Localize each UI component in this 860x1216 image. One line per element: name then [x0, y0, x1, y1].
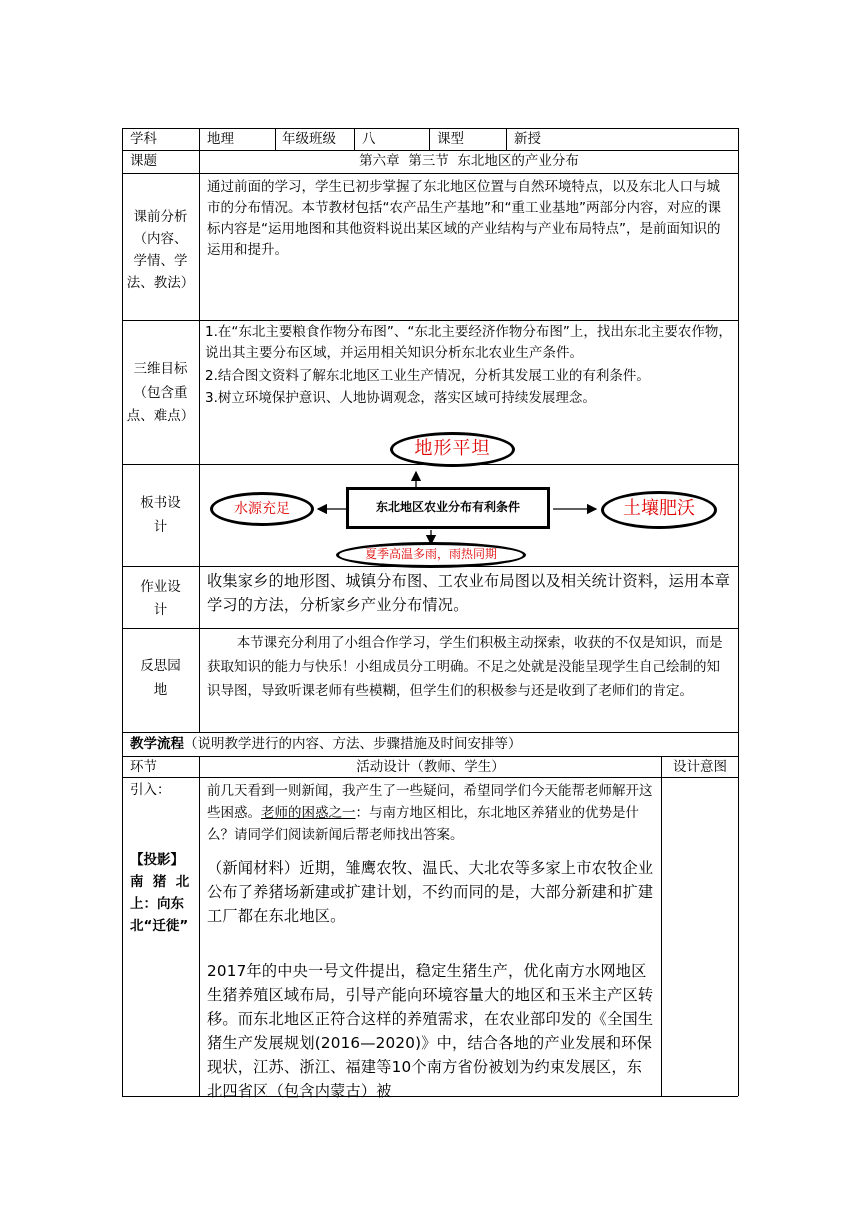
goal-item: 2.结合图文资料了解东北地区工业生产情况，分析其发展工业的有利条件。	[205, 368, 650, 384]
table-line	[199, 756, 200, 1096]
board-arrows	[0, 0, 860, 600]
subject-label: 学科	[130, 131, 157, 147]
process-note: （说明教学进行的内容、方法、步骤措施及时间安排等）	[184, 736, 522, 752]
topic-label: 课题	[130, 153, 157, 169]
intro-stage: 引入：	[130, 782, 171, 798]
analysis-label-line: （内容、	[133, 231, 188, 247]
table-line	[122, 628, 738, 629]
grade-value: 八	[362, 131, 376, 147]
reflection-label-line: 地	[153, 682, 168, 698]
table-line	[661, 756, 662, 1096]
topic-value: 第六章 第三节 东北地区的产业分布	[359, 153, 579, 169]
analysis-label-line: 法、教法）	[126, 275, 195, 291]
intro-paragraph-1	[207, 780, 657, 846]
subject-value: 地理	[207, 131, 234, 147]
intro-p1-text-after: ：与南方地区相比，东北地区养猪业的优势是什么？请同学们阅读新闻后帮老师找出答案。	[207, 805, 639, 843]
projection-line: 上：向东	[130, 896, 184, 912]
board-label-line: 计	[153, 519, 168, 535]
intro-paragraph-2: （新闻材料）近期，雏鹰农牧、温氏、大北农等多家上市农牧企业公布了养猪场新建或扩建计划，不约而同的是，大部分新建和扩建工厂都在东北地区。	[207, 859, 654, 925]
intro-paragraph-3: 2017年的中央一号文件提出，稳定生猪生产，优化南方水网地区生猪养殖区域布局，引导产能向环境容量大的地区和玉米主产区转移。而东北地区正符合这样的养殖需求，在农业部印发的《全国生猪生产发展规划(2016—2020)》中，结合各地的产业发展和环保现状，江苏、浙江、福建等10个南方省份被划为约束发展区，东北四省区（包含内蒙古）被	[207, 962, 654, 1100]
projection-line: 北“迁徙”	[130, 918, 189, 934]
analysis-text: 通过前面的学习，学生已初步掌握了东北地区位置与自然环境特点，以及东北人口与城市的分布情况。本节教材包括“农产品生产基地”和“重工业基地”两部分内容，对应的课标内容是“运用地图和其他资料说出某区域的产业结构与产业布局特点”，是前面知识的运用和提升。	[207, 179, 721, 258]
table-line	[122, 732, 738, 733]
intro-p1-text: 前几天看到一则新闻，我产生了一些疑问，希望同学们今天能帮老师解开这些困惑。	[207, 783, 653, 821]
homework-label-line: 作业设	[140, 579, 181, 595]
board-right-text: 土壤肥沃	[623, 498, 695, 519]
board-label-line: 板书设	[140, 495, 181, 511]
goal-item: 1.在“东北主要粮食作物分布图”、“东北主要经济作物分布图”上，找出东北主要农作物，说出其主要分布区域，并运用相关知识分析东北农业生产条件。	[205, 324, 732, 361]
analysis-label-line: 学情、学	[133, 253, 188, 269]
process-title-line	[130, 735, 522, 753]
goals-label-line: （包含重	[133, 385, 188, 401]
board-top-text: 地形平坦	[414, 438, 491, 459]
process-col-activity: 活动设计（教师、学生）	[356, 759, 505, 775]
goals-label-line: 点、难点）	[126, 408, 195, 424]
reflection-text: 本节课充分利用了小组合作学习，学生们积极主动探索，收获的不仅是知识，而是获取知识的能力与快乐！小组成员分工明确。不足之处就是没能呈现学生自己绘制的知识导图，导致听课老师有些模糊，但学生们的积极参与还是收到了老师们的肯定。	[207, 635, 723, 699]
goals-label-line: 三维目标	[133, 361, 188, 377]
projection-tag: 【投影】	[130, 852, 184, 868]
reflection-label-line: 反思园	[140, 658, 181, 674]
grade-label: 年级班级	[282, 131, 336, 147]
table-line	[122, 756, 738, 757]
analysis-label-line: 课前分析	[133, 209, 188, 225]
type-label: 课型	[437, 131, 464, 147]
process-col-stage: 环节	[130, 759, 157, 775]
process-col-intent: 设计意图	[673, 759, 727, 775]
intro-p1-underlined: 老师的困惑之一	[261, 805, 356, 821]
board-bottom-text: 夏季高温多雨，雨热同期	[364, 547, 497, 561]
homework-label-line: 计	[153, 602, 168, 618]
projection-line: 南 猪 北	[130, 874, 190, 890]
homework-text: 收集家乡的地形图、城镇分布图、工农业布局图以及相关统计资料，运用本章学习的方法，分析家乡产业分布情况。	[207, 572, 731, 614]
board-left-text: 水源充足	[234, 501, 290, 517]
process-title: 教学流程	[130, 736, 184, 752]
table-line	[122, 777, 738, 778]
board-center-text: 东北地区农业分布有利条件	[375, 500, 520, 514]
goal-item: 3.树立环境保护意识、人地协调观念，落实区域可持续发展理念。	[205, 390, 596, 406]
type-value: 新授	[514, 131, 541, 147]
